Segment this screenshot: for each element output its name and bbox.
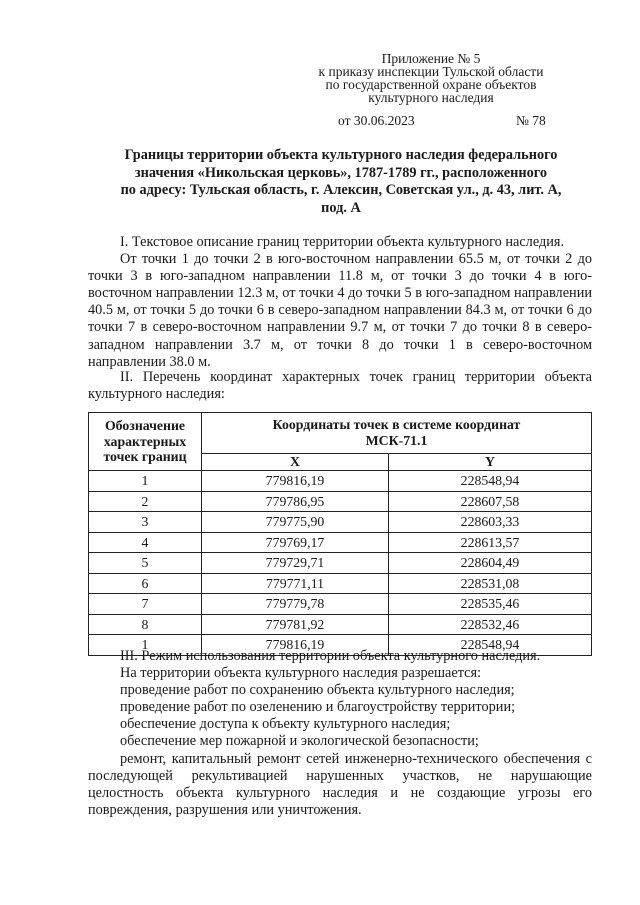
section1-body: От точки 1 до точки 2 в юго-восточном направлении 65.5 м, от точки 2 до точки 3 в юго-западном направлении 11.8 м, от точки 3 до точки 4 в юго-восточном направлении 12.3 м, от точки 4 до точки 5 в юго-западном направлении 40.5 м, от точки 5 до точки 6 в северо-западном направлении 84.3 м, от точки 6 до точки 7 в северо-восточном направлении 9.7 м, от точки 7 до точки 8 в северо-западном направлении 3.7 м, от точки 8 до точки 1 в северо-восточном направлении 38.0 м. [88,251,592,370]
table-row [89,594,592,615]
table-header-y: Y [389,453,592,470]
appendix-line: к приказу инспекции Тульской области [318,64,544,79]
table-header-points: Обозначение характерных точек границ [89,413,202,471]
table-row [89,512,592,533]
table-row [89,471,592,492]
cell-x: 779816,19 [202,471,389,492]
order-number: № 78 [516,113,546,128]
cell-point: 7 [89,594,202,615]
cell-x: 779816,19 [202,635,389,656]
cell-x: 779786,95 [202,491,389,512]
section-usage-regime [88,648,592,819]
cell-x: 779771,11 [202,573,389,594]
cell-point: 4 [89,532,202,553]
section2-heading: II. Перечень координат характерных точек границ территории объекта культурного наследия: [88,369,592,403]
title-line: под. А [321,199,361,216]
table-header-x: X [202,453,389,470]
table-header-coordinates: Координаты точек в системе координат МСК-71.1 [202,413,592,454]
appendix-line: по государственной охране объектов [325,77,537,92]
section-text-description [88,234,592,371]
cell-y: 228548,94 [389,471,592,492]
section1-heading: I. Текстовое описание границ территории объекта культурного наследия. [120,234,565,250]
order-date: от 30.06.2023 [338,113,415,128]
table-row [89,573,592,594]
title-line: по адресу: Тульская область, г. Алексин, Советская ул., д. 43, лит. А, [120,182,562,198]
cell-y: 228604,49 [389,553,592,574]
cell-y: 228535,46 [389,594,592,615]
coordinates-table [88,412,592,656]
cell-y: 228532,46 [389,614,592,635]
table-row [89,614,592,635]
cell-point: 5 [89,553,202,574]
title-line: значения «Никольская церковь», 1787-1789 гг., расположенного [134,164,548,181]
cell-x: 779769,17 [202,532,389,553]
order-date-line [338,113,578,129]
cell-x: 779779,78 [202,594,389,615]
cell-y: 228531,08 [389,573,592,594]
section3-heading: III. Режим использования территории объекта культурного наследия. [120,648,541,664]
cell-point: 1 [89,471,202,492]
table-row [89,491,592,512]
table-row [89,553,592,574]
cell-x: 779781,92 [202,614,389,635]
list-item: ремонт, капитальный ремонт сетей инженерно-технического обеспечения с последующей рекультивацией нарушенных участков, не нарушающие целостность объекта культурного наследия и не создающие угрозы его повреждения, разрушения или уничтожения. [88,750,592,818]
section-coordinates-heading [88,369,592,403]
cell-point: 3 [89,512,202,533]
cell-y: 228613,57 [389,532,592,553]
list-item: обеспечение доступа к объекту культурного наследия; [120,716,451,733]
section3-intro: На территории объекта культурного наследия разрешается: [120,665,482,682]
title-line: Границы территории объекта культурного наследия федерального [124,147,558,163]
cell-point: 6 [89,573,202,594]
table-row [89,532,592,553]
list-item: проведение работ по озеленению и благоустройству территории; [120,699,516,716]
cell-x: 779729,71 [202,553,389,574]
cell-y: 228548,94 [389,635,592,656]
appendix-line: Приложение № 5 [381,51,481,66]
cell-x: 779775,90 [202,512,389,533]
cell-point: 1 [89,635,202,656]
appendix-block [300,52,562,104]
document-title [96,147,586,217]
list-item: обеспечение мер пожарной и экологической безопасности; [120,733,479,750]
appendix-line: культурного наследия [368,90,494,105]
cell-y: 228603,33 [389,512,592,533]
list-item: проведение работ по сохранению объекта культурного наследия; [120,682,515,699]
cell-point: 8 [89,614,202,635]
cell-y: 228607,58 [389,491,592,512]
cell-point: 2 [89,491,202,512]
